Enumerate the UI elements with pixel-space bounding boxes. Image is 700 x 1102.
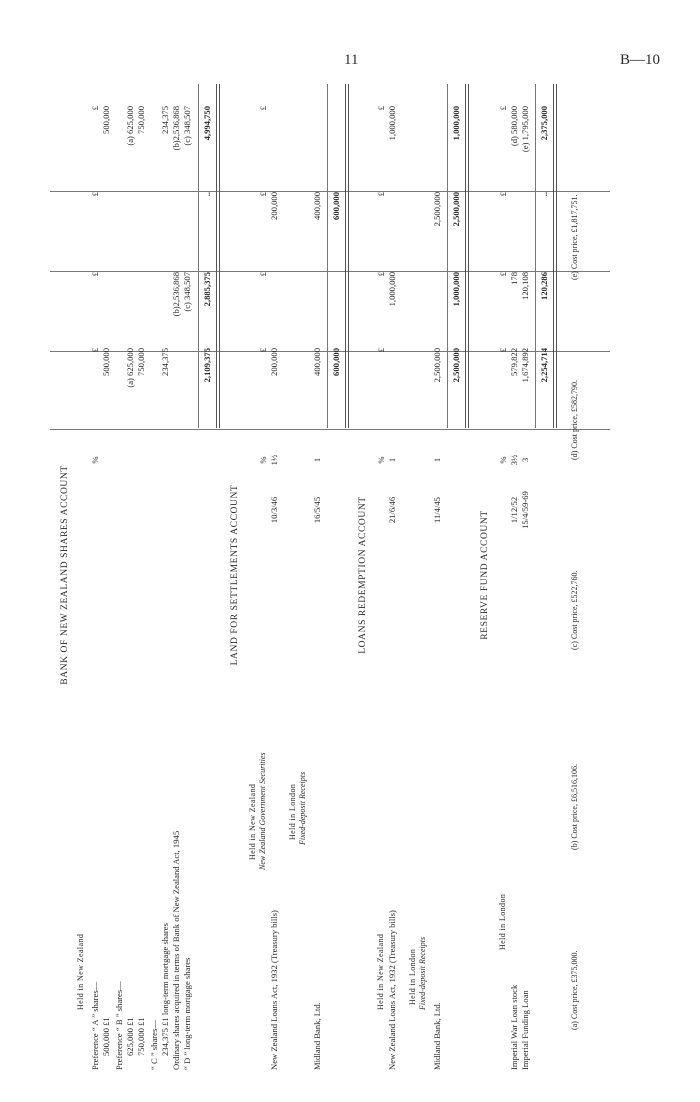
bank-section-title: BANK OF NEW ZEALAND SHARES ACCOUNT bbox=[60, 465, 70, 685]
rule bbox=[535, 84, 536, 428]
land-held-london: Held in London bbox=[288, 783, 297, 840]
value-cell: (e) 1,795,000 bbox=[520, 106, 530, 153]
pct-unit: % bbox=[258, 456, 268, 464]
row-label: Preference “ A ” shares— bbox=[90, 981, 100, 1070]
pound-unit: £ bbox=[498, 192, 508, 197]
value-cell: (a) 625,000 bbox=[125, 106, 135, 146]
pound-unit: £ bbox=[90, 272, 100, 277]
total-row bbox=[539, 80, 550, 1070]
table-row bbox=[258, 80, 269, 1070]
rule bbox=[198, 84, 199, 428]
double-rule bbox=[216, 84, 220, 428]
value-cell: (b)2,536,868 bbox=[171, 272, 181, 317]
value-cell: 500,000 bbox=[101, 348, 111, 376]
loans-held-london: Held in London bbox=[408, 948, 417, 1005]
maturity-cell: 11/4/45 bbox=[432, 497, 442, 523]
table-row bbox=[149, 80, 160, 1070]
rate-cell: 3 bbox=[520, 457, 530, 463]
pound-unit: £ bbox=[498, 272, 508, 277]
total-cell: 1,000,000 bbox=[451, 106, 461, 141]
value-cell: 1,000,000 bbox=[387, 272, 397, 307]
pound-unit: £ bbox=[90, 106, 100, 111]
maturity-cell: 15/4/59-69 bbox=[520, 491, 530, 529]
double-rule bbox=[345, 84, 349, 428]
value-cell: (a) 625,000 bbox=[125, 348, 135, 388]
row-label: New Zealand Loans Act, 1932 (Treasury bills) bbox=[269, 910, 279, 1070]
value-cell: 400,000 bbox=[312, 348, 322, 376]
rate-cell: 1 bbox=[312, 457, 322, 463]
pound-unit: £ bbox=[376, 348, 386, 353]
page-reference: B—10 bbox=[619, 52, 660, 68]
table-row bbox=[90, 80, 101, 1070]
pound-unit: £ bbox=[498, 348, 508, 353]
double-rule bbox=[465, 84, 469, 428]
loans-london-subtitle: Fixed-deposit Receipts bbox=[418, 936, 427, 1010]
total-cell: 600,000 bbox=[331, 192, 341, 220]
footnotes bbox=[570, 80, 582, 1070]
value-cell: 234,375 bbox=[160, 106, 170, 134]
table-row bbox=[171, 80, 182, 1070]
land-nz-subtitle: New Zealand Government Securities bbox=[258, 752, 267, 870]
value-cell: 200,000 bbox=[269, 348, 279, 376]
double-rule bbox=[553, 84, 557, 428]
table-row bbox=[520, 80, 531, 1070]
total-cell: 2,885,375 bbox=[202, 272, 212, 307]
total-cell: 2,500,000 bbox=[451, 192, 461, 227]
value-cell: (c) 348,507 bbox=[182, 272, 192, 312]
pound-unit: £ bbox=[376, 106, 386, 111]
rule bbox=[327, 84, 328, 428]
value-cell: 1,674,892 bbox=[520, 348, 530, 383]
table-row bbox=[269, 80, 280, 1070]
value-cell: 2,500,000 bbox=[432, 192, 442, 227]
total-cell: 2,254,714 bbox=[539, 348, 549, 383]
reserve-held-london: Held in London bbox=[498, 893, 507, 950]
table-row bbox=[182, 80, 193, 1070]
footnote-d: (d) Cost price, £582,790. bbox=[570, 380, 579, 460]
row-label: Imperial War Loan stock bbox=[509, 984, 519, 1070]
value-cell: 500,000 bbox=[101, 106, 111, 134]
rate-cell: 3½ bbox=[509, 454, 519, 466]
pound-unit: £ bbox=[498, 106, 508, 111]
pound-unit: £ bbox=[376, 272, 386, 277]
bank-held-nz: Held in New Zealand bbox=[76, 933, 85, 1010]
pound-unit: £ bbox=[258, 348, 268, 353]
total-cell: .. bbox=[202, 192, 212, 197]
maturity-cell: 21/6/46 bbox=[387, 496, 397, 524]
row-label: Ordinary shares acquired in terms of Bank of New Zealand Act, 1945 bbox=[171, 830, 181, 1070]
value-cell: (b)2,536,868 bbox=[171, 106, 181, 151]
footnote-e: (e) Cost price, £1,817,751. bbox=[570, 194, 579, 280]
pound-unit: £ bbox=[376, 192, 386, 197]
table-row bbox=[101, 80, 112, 1070]
value-cell: 750,000 bbox=[136, 106, 146, 134]
pct-unit: % bbox=[90, 456, 100, 464]
row-label: New Zealand Loans Act, 1932 (Treasury bills) bbox=[387, 910, 397, 1070]
value-cell: 1,000,000 bbox=[387, 106, 397, 141]
value-cell: (c) 348,507 bbox=[182, 106, 192, 146]
pound-unit: £ bbox=[90, 192, 100, 197]
value-cell: 120,108 bbox=[520, 272, 530, 300]
row-label: 500,000 £1 bbox=[101, 1017, 111, 1056]
footnote-c: (c) Cost price, £522,760. bbox=[570, 570, 579, 650]
maturity-cell: 1/12/52 bbox=[509, 496, 519, 524]
total-cell: .. bbox=[539, 192, 549, 197]
table-row bbox=[387, 80, 398, 1070]
value-cell: 178 bbox=[509, 272, 519, 285]
pct-unit: % bbox=[376, 456, 386, 464]
rotated-table bbox=[40, 80, 640, 1070]
row-label: 750,000 £1 bbox=[136, 1017, 146, 1056]
total-cell: 2,109,375 bbox=[202, 348, 212, 383]
table-row bbox=[432, 80, 443, 1070]
total-row bbox=[331, 80, 342, 1070]
maturity-cell: 10/3/46 bbox=[269, 496, 279, 524]
value-cell: 200,000 bbox=[269, 192, 279, 220]
maturity-cell: 16/5/45 bbox=[312, 496, 322, 524]
total-row bbox=[451, 80, 462, 1070]
page-number: 11 bbox=[344, 52, 359, 68]
pound-unit: £ bbox=[258, 272, 268, 277]
reserve-section-title: RESERVE FUND ACCOUNT bbox=[480, 510, 490, 640]
row-label: 625,000 £1 bbox=[125, 1017, 135, 1056]
land-london-subtitle: Fixed-deposit Receipts bbox=[298, 771, 307, 845]
table-row bbox=[376, 80, 387, 1070]
total-row bbox=[202, 80, 213, 1070]
row-label: Preference “ B ” shares— bbox=[114, 981, 124, 1070]
footnote-a: (a) Cost price, £375,000. bbox=[570, 950, 579, 1030]
loans-section-title: LOANS REDEMPTION ACCOUNT bbox=[358, 496, 368, 654]
pound-unit: £ bbox=[90, 348, 100, 353]
row-label: Midland Bank, Ltd. bbox=[432, 1002, 442, 1070]
land-section-title: LAND FOR SETTLEMENTS ACCOUNT bbox=[230, 484, 240, 666]
row-label: “ D ” long-term mortgage shares bbox=[182, 957, 192, 1070]
table-row bbox=[160, 80, 171, 1070]
rate-cell: 1 bbox=[387, 457, 397, 463]
footnote-b: (b) Cost price, £6,516,106. bbox=[570, 764, 579, 850]
row-label: Imperial Funding Loan bbox=[520, 990, 530, 1070]
value-cell: (d) 580,000 bbox=[509, 106, 519, 147]
value-cell: 234,375 bbox=[160, 348, 170, 376]
value-cell: 579,822 bbox=[509, 348, 519, 376]
rule bbox=[447, 84, 448, 428]
value-cell: 400,000 bbox=[312, 192, 322, 220]
total-cell: 2,375,000 bbox=[539, 106, 549, 141]
pct-unit: % bbox=[498, 456, 508, 464]
land-held-nz: Held in New Zealand bbox=[248, 783, 257, 860]
value-cell: 750,000 bbox=[136, 348, 146, 376]
rate-cell: 1½ bbox=[269, 454, 279, 466]
row-label: Midland Bank, Ltd. bbox=[312, 1002, 322, 1070]
total-cell: 120,286 bbox=[539, 272, 549, 300]
total-cell: 4,994,750 bbox=[202, 106, 212, 141]
table-row bbox=[114, 80, 125, 1070]
loans-held-nz: Held in New Zealand bbox=[376, 933, 385, 1010]
total-cell: 600,000 bbox=[331, 348, 341, 376]
value-cell: 2,500,000 bbox=[432, 348, 442, 383]
rate-cell: 1 bbox=[432, 457, 442, 463]
table-row bbox=[509, 80, 520, 1070]
pound-unit: £ bbox=[258, 106, 268, 111]
total-cell: 2,500,000 bbox=[451, 348, 461, 383]
table-row bbox=[498, 80, 509, 1070]
pound-unit: £ bbox=[258, 192, 268, 197]
table-row bbox=[136, 80, 147, 1070]
row-label: “ C ” shares— bbox=[149, 1020, 159, 1070]
table-row bbox=[125, 80, 136, 1070]
row-label: 234,375 £1 long-term mortgage shares bbox=[160, 923, 170, 1056]
table-row bbox=[312, 80, 323, 1070]
total-cell: 1,000,000 bbox=[451, 272, 461, 307]
